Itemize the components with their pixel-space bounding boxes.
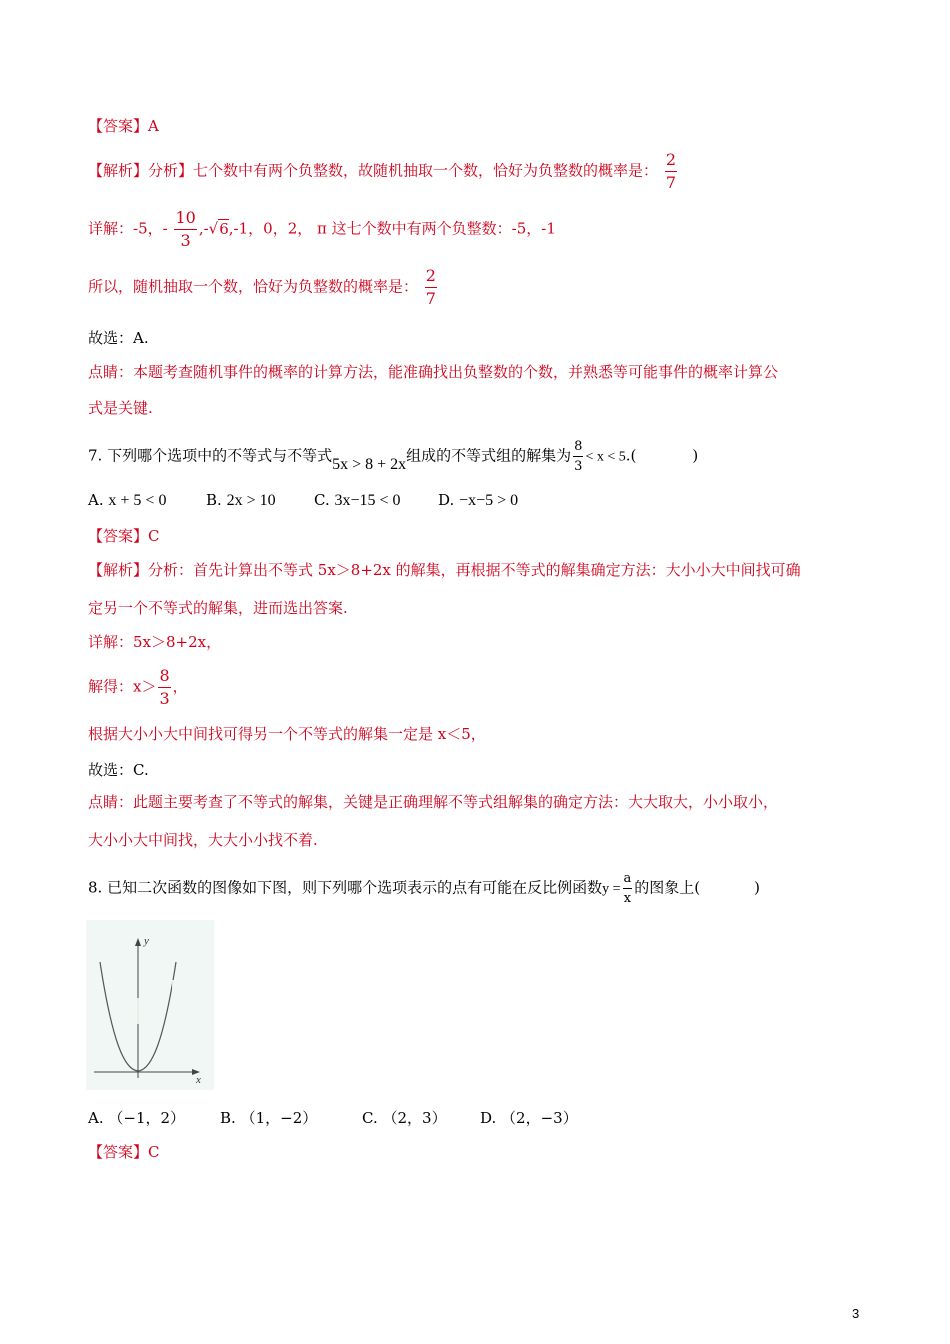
detail-prefix: 详解：-5，- <box>88 219 168 238</box>
analysis-text: 分析】七个数中有两个负整数，故随机抽取一个数，恰好为负整数的概率是： <box>148 161 659 180</box>
page-number: 3 <box>852 1306 860 1321</box>
q7-stem-c: .( <box>625 446 637 465</box>
q8-options <box>88 1108 578 1128</box>
x-axis-label: x <box>196 1074 201 1086</box>
q8-answer-line <box>88 1142 160 1162</box>
q7-stem <box>88 440 698 473</box>
q8-stem-b: 的图象上( <box>634 878 701 897</box>
conclusion-fraction: $\frac{2}{7}$ <box>425 266 436 308</box>
q7-detail3: 根据大小小大中间找可得另一个不等式的解集一定是 x＜5， <box>88 725 486 743</box>
q8-option-c: C. （2，3） <box>362 1109 447 1127</box>
q8-option-b: B. （1，−2） <box>220 1109 318 1127</box>
q8-func-y: y = <box>602 881 621 897</box>
q7-inequality: 5x > 8 + 2x <box>332 455 407 473</box>
q8-func-fraction: $\frac{a}{x}$ <box>623 871 632 906</box>
q6-analysis-line <box>88 152 679 191</box>
ten-thirds-fraction: $\frac{10}{3}$ <box>175 208 196 250</box>
parabola-graph <box>86 920 214 1090</box>
sqrt-prefix: ,- <box>198 219 209 238</box>
q8-option-a: A. （−1，2） <box>88 1109 186 1127</box>
q8-option-d: D. （2，−3） <box>480 1109 578 1127</box>
q7-option-c: C. 3x−15 < 0 <box>314 491 401 509</box>
answer-tag: 【答案】 <box>88 527 149 545</box>
q8-stem <box>88 872 760 905</box>
q6-conclusion-line <box>88 268 439 307</box>
sqrt-expression: √6 <box>208 219 229 238</box>
q7-option-a: A. x + 5 < 0 <box>88 491 167 509</box>
graph-artifact <box>172 980 179 996</box>
q7-solution-rest: < x < 5 <box>585 449 626 465</box>
q7-stem-b: 组成的不等式组的解集为 <box>406 446 572 465</box>
detail-rest: ,-1，0，2， π 这七个数中有两个负整数：-5，-1 <box>228 219 556 238</box>
q7-comment-line2: 大小小大中间找，大大小小找不着. <box>88 831 318 849</box>
q7-stem-close: ) <box>692 446 699 465</box>
q6-answer-line <box>88 116 159 136</box>
solve-suffix: ， <box>172 677 188 696</box>
solve-prefix: 解得：x＞ <box>88 677 157 696</box>
q6-comment-line2: 式是关键. <box>88 399 153 417</box>
q7-solution-fraction: $\frac{8}{3}$ <box>574 439 583 474</box>
q7-solve-line <box>88 668 188 707</box>
q7-option-b: B. 2x > 10 <box>206 491 276 509</box>
q6-choose-line: 故选：A. <box>88 329 149 347</box>
q7-options <box>88 490 518 511</box>
q8-stem-close: ) <box>754 878 760 897</box>
answer-value: C <box>148 1143 160 1161</box>
solve-fraction: $\frac{8}{3}$ <box>159 666 170 708</box>
q7-analysis-line1: 【解析】分析：首先计算出不等式 5x＞8+2x 的解集，再根据不等式的解集确定方法：大小小大中间找可确 <box>88 561 801 579</box>
q7-stem-a: 7. 下列哪个选项中的不等式与不等式 <box>88 446 333 465</box>
q7-choose-line: 故选：C. <box>88 761 149 779</box>
graph-artifact <box>133 998 141 1024</box>
q7-detail1: 详解：5x＞8+2x， <box>88 633 222 651</box>
q7-option-d: D. −x−5 > 0 <box>438 491 519 509</box>
answer-tag: 【答案】 <box>88 1143 149 1161</box>
q6-comment-line1: 点睛：本题考查随机事件的概率的计算方法，能准确找出负整数的个数，并熟悉等可能事件的概率计算公 <box>88 363 779 381</box>
answer-tag: 【答案】 <box>88 117 149 135</box>
analysis-tag: 【解析】 <box>88 161 149 180</box>
q7-analysis-line2: 定另一个不等式的解集，进而选出答案. <box>88 599 348 617</box>
q8-stem-a: 8. 已知二次函数的图像如下图，则下列哪个选项表示的点有可能在反比例函数 <box>88 878 603 897</box>
graph-background <box>86 920 214 1090</box>
answer-value: A <box>148 117 159 135</box>
q7-answer-line <box>88 526 160 546</box>
q6-detail-line <box>88 210 556 249</box>
y-axis-label: y <box>144 935 149 947</box>
conclusion-text: 所以，随机抽取一个数，恰好为负整数的概率是： <box>88 277 419 296</box>
q7-comment-line1: 点睛：此题主要考查了不等式的解集，关键是正确理解不等式组解集的确定方法：大大取大，小小取小， <box>88 793 779 811</box>
probability-fraction: $\frac{2}{7}$ <box>665 150 676 192</box>
answer-value: C <box>148 527 160 545</box>
